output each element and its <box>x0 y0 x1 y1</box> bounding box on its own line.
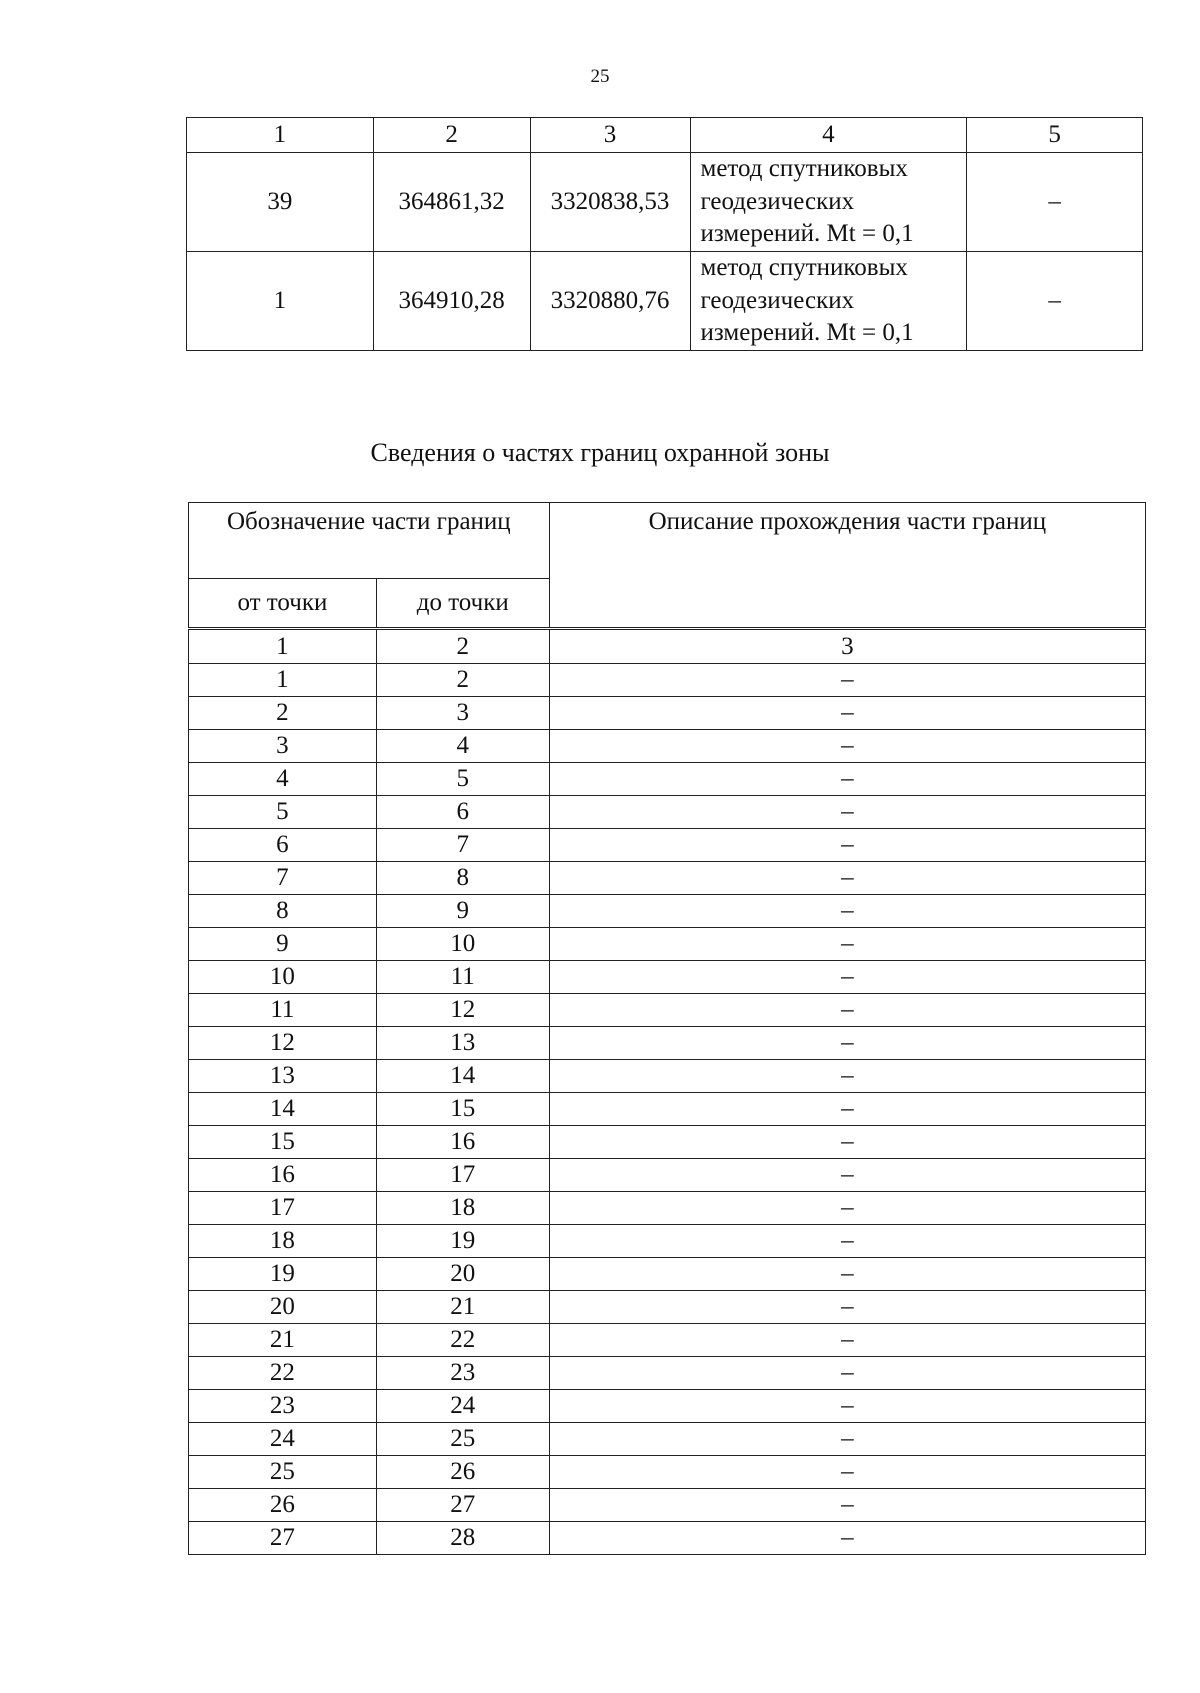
table-row <box>189 1192 1146 1225</box>
to-point-cell: 25 <box>376 1423 549 1456</box>
header-cell: 4 <box>690 118 967 153</box>
table-row <box>189 1159 1146 1192</box>
to-point-cell: 8 <box>376 862 549 895</box>
table-row <box>189 664 1146 697</box>
coordinates-table <box>186 117 1143 351</box>
from-point-cell: 16 <box>189 1159 377 1192</box>
from-point-cell: 9 <box>189 928 377 961</box>
table-row <box>187 153 1143 252</box>
description-cell: – <box>549 664 1145 697</box>
table-row <box>189 1225 1146 1258</box>
point-number: 1 <box>187 252 374 351</box>
description-cell: – <box>549 1456 1145 1489</box>
from-point-cell: 19 <box>189 1258 377 1291</box>
method-description <box>690 153 967 252</box>
description-cell: – <box>549 1060 1145 1093</box>
to-point-cell: 20 <box>376 1258 549 1291</box>
from-point-cell: 21 <box>189 1324 377 1357</box>
table-row <box>189 730 1146 763</box>
to-point-cell: 3 <box>376 697 549 730</box>
table-row <box>189 1093 1146 1126</box>
from-point-cell: 6 <box>189 829 377 862</box>
to-point-cell: 10 <box>376 928 549 961</box>
method-description <box>690 252 967 351</box>
table-row <box>189 796 1146 829</box>
to-point-cell: 14 <box>376 1060 549 1093</box>
table-row <box>189 1324 1146 1357</box>
to-point-cell: 23 <box>376 1357 549 1390</box>
x-coordinate: 364910,28 <box>373 252 530 351</box>
designation-header: Обозначение части границ <box>189 503 550 579</box>
table-row <box>189 1060 1146 1093</box>
description-cell: – <box>549 763 1145 796</box>
method-line: геодезических <box>700 187 855 215</box>
column-number: 3 <box>549 629 1145 664</box>
description-cell: – <box>549 928 1145 961</box>
y-coordinate: 3320838,53 <box>530 153 690 252</box>
description-cell: – <box>549 1357 1145 1390</box>
coordinates-header-row <box>187 118 1143 153</box>
section-title: Сведения о частях границ охранной зоны <box>370 438 830 467</box>
description-cell: – <box>549 730 1145 763</box>
to-point-cell: 4 <box>376 730 549 763</box>
from-point-cell: 25 <box>189 1456 377 1489</box>
from-point-cell: 4 <box>189 763 377 796</box>
to-point-cell: 7 <box>376 829 549 862</box>
to-point-cell: 6 <box>376 796 549 829</box>
from-point-cell: 17 <box>189 1192 377 1225</box>
to-point-cell: 2 <box>376 664 549 697</box>
description-cell: – <box>549 895 1145 928</box>
x-coordinate: 364861,32 <box>373 153 530 252</box>
table-row <box>189 697 1146 730</box>
to-point-cell: 13 <box>376 1027 549 1060</box>
from-point-cell: 26 <box>189 1489 377 1522</box>
table-row <box>189 1027 1146 1060</box>
method-line: измерений. Mt = 0,1 <box>700 220 914 248</box>
boundary-parts-table <box>188 502 1146 1555</box>
description-cell: – <box>549 1324 1145 1357</box>
table-row <box>189 1258 1146 1291</box>
description-cell: – <box>549 1489 1145 1522</box>
page-number: 25 <box>590 66 610 87</box>
to-point-cell: 21 <box>376 1291 549 1324</box>
parts-header-row <box>189 503 1146 579</box>
from-point-cell: 27 <box>189 1522 377 1555</box>
header-cell: 5 <box>967 118 1143 153</box>
table-row <box>189 961 1146 994</box>
from-point-cell: 10 <box>189 961 377 994</box>
from-point-cell: 13 <box>189 1060 377 1093</box>
from-point-cell: 2 <box>189 697 377 730</box>
note-cell: – <box>967 252 1143 351</box>
from-point-cell: 1 <box>189 664 377 697</box>
from-point-cell: 7 <box>189 862 377 895</box>
description-cell: – <box>549 1093 1145 1126</box>
description-cell: – <box>549 1126 1145 1159</box>
description-cell: – <box>549 697 1145 730</box>
description-cell: – <box>549 1258 1145 1291</box>
to-point-cell: 15 <box>376 1093 549 1126</box>
description-cell: – <box>549 994 1145 1027</box>
table-row <box>189 1489 1146 1522</box>
header-cell: 2 <box>373 118 530 153</box>
point-number: 39 <box>187 153 374 252</box>
table-row <box>189 1126 1146 1159</box>
from-point-cell: 14 <box>189 1093 377 1126</box>
table-row <box>189 928 1146 961</box>
description-cell: – <box>549 1159 1145 1192</box>
description-cell: – <box>549 1522 1145 1555</box>
to-point-cell: 26 <box>376 1456 549 1489</box>
to-point-cell: 17 <box>376 1159 549 1192</box>
to-point-cell: 27 <box>376 1489 549 1522</box>
from-point-cell: 8 <box>189 895 377 928</box>
parts-table-body <box>189 664 1146 1555</box>
description-cell: – <box>549 796 1145 829</box>
table-row <box>189 1423 1146 1456</box>
header-cell: 1 <box>187 118 374 153</box>
from-point-cell: 11 <box>189 994 377 1027</box>
description-cell: – <box>549 862 1145 895</box>
table-row <box>189 1291 1146 1324</box>
to-point-cell: 24 <box>376 1390 549 1423</box>
column-number-row <box>189 629 1146 664</box>
to-point-cell: 19 <box>376 1225 549 1258</box>
from-point-cell: 15 <box>189 1126 377 1159</box>
from-point-header: от точки <box>189 579 377 629</box>
table-row <box>187 252 1143 351</box>
from-point-cell: 12 <box>189 1027 377 1060</box>
from-point-cell: 23 <box>189 1390 377 1423</box>
description-cell: – <box>549 829 1145 862</box>
header-cell: 3 <box>530 118 690 153</box>
to-point-cell: 18 <box>376 1192 549 1225</box>
description-cell: – <box>549 1390 1145 1423</box>
table-row <box>189 1357 1146 1390</box>
to-point-cell: 16 <box>376 1126 549 1159</box>
from-point-cell: 5 <box>189 796 377 829</box>
from-point-cell: 18 <box>189 1225 377 1258</box>
table-row <box>189 763 1146 796</box>
from-point-cell: 24 <box>189 1423 377 1456</box>
to-point-cell: 11 <box>376 961 549 994</box>
to-point-cell: 9 <box>376 895 549 928</box>
from-point-cell: 22 <box>189 1357 377 1390</box>
method-line: метод спутниковых <box>700 254 908 282</box>
description-cell: – <box>549 1027 1145 1060</box>
table-row <box>189 862 1146 895</box>
to-point-header: до точки <box>376 579 549 629</box>
table-row <box>189 895 1146 928</box>
description-header: Описание прохождения части границ <box>549 503 1145 629</box>
y-coordinate: 3320880,76 <box>530 252 690 351</box>
to-point-cell: 22 <box>376 1324 549 1357</box>
description-cell: – <box>549 1225 1145 1258</box>
method-line: метод спутниковых <box>700 155 908 183</box>
table-row <box>189 994 1146 1027</box>
table-row <box>189 829 1146 862</box>
note-cell: – <box>967 153 1143 252</box>
table-row <box>189 1522 1146 1555</box>
to-point-cell: 5 <box>376 763 549 796</box>
from-point-cell: 3 <box>189 730 377 763</box>
table-row <box>189 1456 1146 1489</box>
to-point-cell: 28 <box>376 1522 549 1555</box>
method-line: геодезических <box>700 286 855 314</box>
from-point-cell: 20 <box>189 1291 377 1324</box>
to-point-cell: 12 <box>376 994 549 1027</box>
description-cell: – <box>549 1291 1145 1324</box>
description-cell: – <box>549 1192 1145 1225</box>
column-number: 2 <box>376 629 549 664</box>
table-row <box>189 1390 1146 1423</box>
method-line: измерений. Mt = 0,1 <box>700 319 914 347</box>
description-cell: – <box>549 1423 1145 1456</box>
description-cell: – <box>549 961 1145 994</box>
column-number: 1 <box>189 629 377 664</box>
